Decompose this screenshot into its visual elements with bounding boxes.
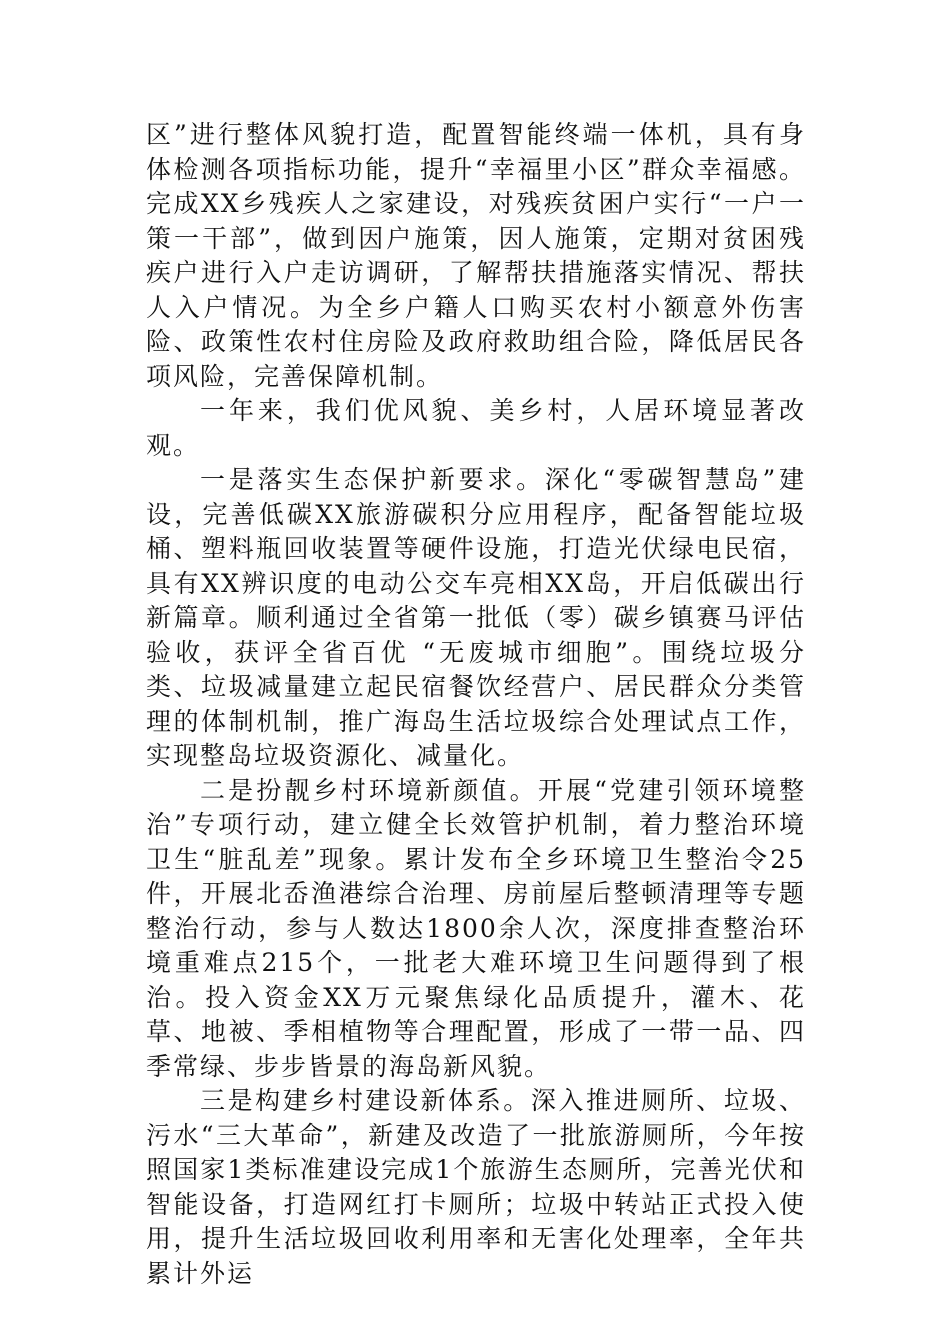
- paragraph-ecological-protection: 一是落实生态保护新要求。深化“零碳智慧岛”建设，完善低碳XX旅游碳积分应用程序，配备智能垃圾桶、塑料瓶回收装置等硬件设施，打造光伏绿电民宿，具有XX辨识度的电动公交车亮相XX岛，开启低碳出行新篇章。顺利通过全省第一批低（零）碳乡镇赛马评估验收，获评全省百优 “无废城市细胞”。围绕垃圾分类、垃圾减量建立起民宿餐饮经营户、居民群众分类管理的体制机制，推广海岛生活垃圾综合处理试点工作，实现整岛垃圾资源化、减量化。: [146, 465, 806, 770]
- document-body: [146, 118, 806, 1291]
- paragraph-environment-summary: 一年来，我们优风貌、美乡村，人居环境显著改观。: [146, 396, 806, 460]
- paragraph-village-environment: 二是扮靓乡村环境新颜值。开展“党建引领环境整治”专项行动，建立健全长效管护机制，着力整治环境卫生“脏乱差”现象。累计发布全乡环境卫生整治令25件，开展北岙渔港综合治理、房前屋后整顿清理等专题整治行动，参与人数达1800余人次，深度排查整治环境重难点215个，一批老大难环境卫生问题得到了根治。投入资金XX万元聚焦绿化品质提升，灌木、花草、地被、季相植物等合理配置，形成了一带一品、四季常绿、步步皆景的海岛新风貌。: [146, 775, 806, 1081]
- paragraph-village-construction: 三是构建乡村建设新体系。深入推进厕所、垃圾、污水“三大革命”，新建及改造了一批旅游厕所，今年按照国家1类标准建设完成1个旅游生态厕所，完善光伏和智能设备，打造网红打卡厕所；垃圾中转站正式投入使用，提升生活垃圾回收利用率和无害化处理率，全年共累计外运: [146, 1086, 806, 1288]
- paragraph-social-security: 区”进行整体风貌打造，配置智能终端一体机，具有身体检测各项指标功能，提升“幸福里小区”群众幸福感。完成XX乡残疾人之家建设，对残疾贫困户实行“一户一策一干部”，做到因户施策，因人施策，定期对贫困残疾户进行入户走访调研，了解帮扶措施落实情况、帮扶人入户情况。为全乡户籍人口购买农村小额意外伤害险、政策性农村住房险及政府救助组合险，降低居民各项风险，完善保障机制。: [146, 120, 806, 391]
